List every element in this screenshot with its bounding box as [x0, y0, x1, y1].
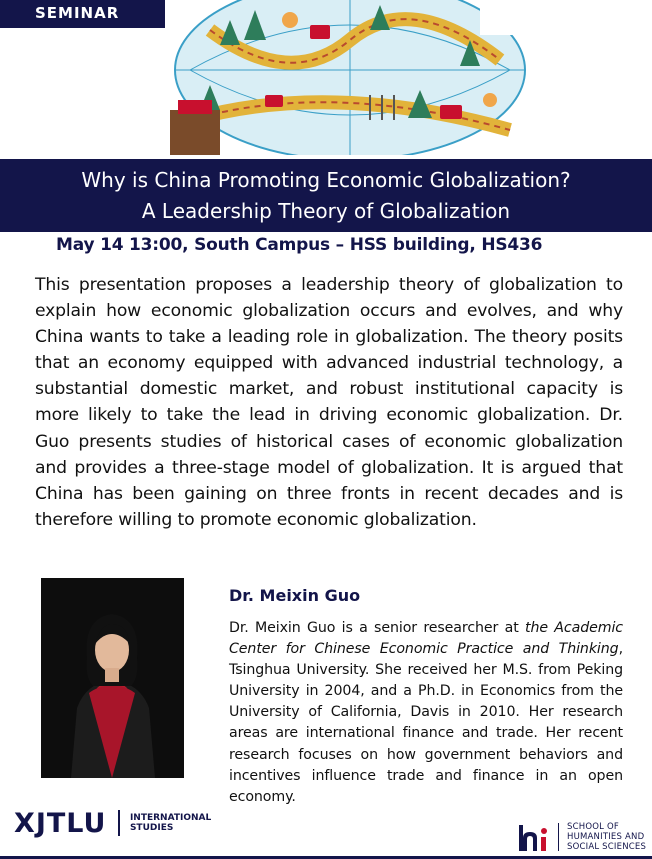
xjtlu-wordmark: XJTLU: [14, 807, 107, 839]
international-studies-label: INTERNATIONAL STUDIES: [129, 813, 212, 833]
bio-part-1: Dr. Meixin Guo is a senior researcher at: [229, 620, 525, 636]
logo-divider: [118, 810, 120, 836]
hss-logo: [516, 818, 646, 856]
speaker-bio: [229, 618, 623, 808]
hero-illustration: [170, 0, 530, 155]
hss-divider: [558, 823, 559, 851]
school-label: SCHOOL OF HUMANITIES AND SOCIAL SCIENCES: [567, 822, 647, 852]
title-line-2: A Leadership Theory of Globalization: [141, 199, 511, 223]
xjtlu-logo: [14, 806, 211, 840]
seminar-tag: SEMINAR: [0, 0, 165, 28]
bio-institution: the Academic Center for Chinese Economic Practice and Thinking: [229, 620, 624, 658]
title-line-1: Why is China Promoting Economic Globalization?: [81, 168, 571, 192]
event-details: May 14 13:00, South Campus – HSS building, HS436: [56, 235, 543, 255]
speaker-photo: [41, 578, 184, 778]
bio-part-2: , Tsinghua University. She received her M.S. from Peking University in 2004, and a Ph.D. in Economics from the University of California, Davis in 2010. Her research areas are international finance and trade. Her recent research focuses on how government behaviors and incentives influence trade and finance in an open economy.: [229, 641, 623, 805]
speaker-name: Dr. Meixin Guo: [229, 586, 361, 605]
title-band: [0, 159, 652, 232]
abstract-text: This presentation proposes a leadership theory of globalization to explain how economic globalization occurs and evolves, and why China wants to take a leading role in globalization. The theory posits that an economy equipped with advanced industrial technology, a substantial domestic market, and robust institutional capacity is more likely to take the lead in driving economic globalization. Dr. Guo presents studies of historical cases of economic globalization and provides a three-stage model of globalization. It is argued that China has been gaining on three fronts in recent decades and is therefore willing to promote economic globalization.: [35, 275, 623, 530]
hss-mark-icon: [516, 821, 552, 853]
